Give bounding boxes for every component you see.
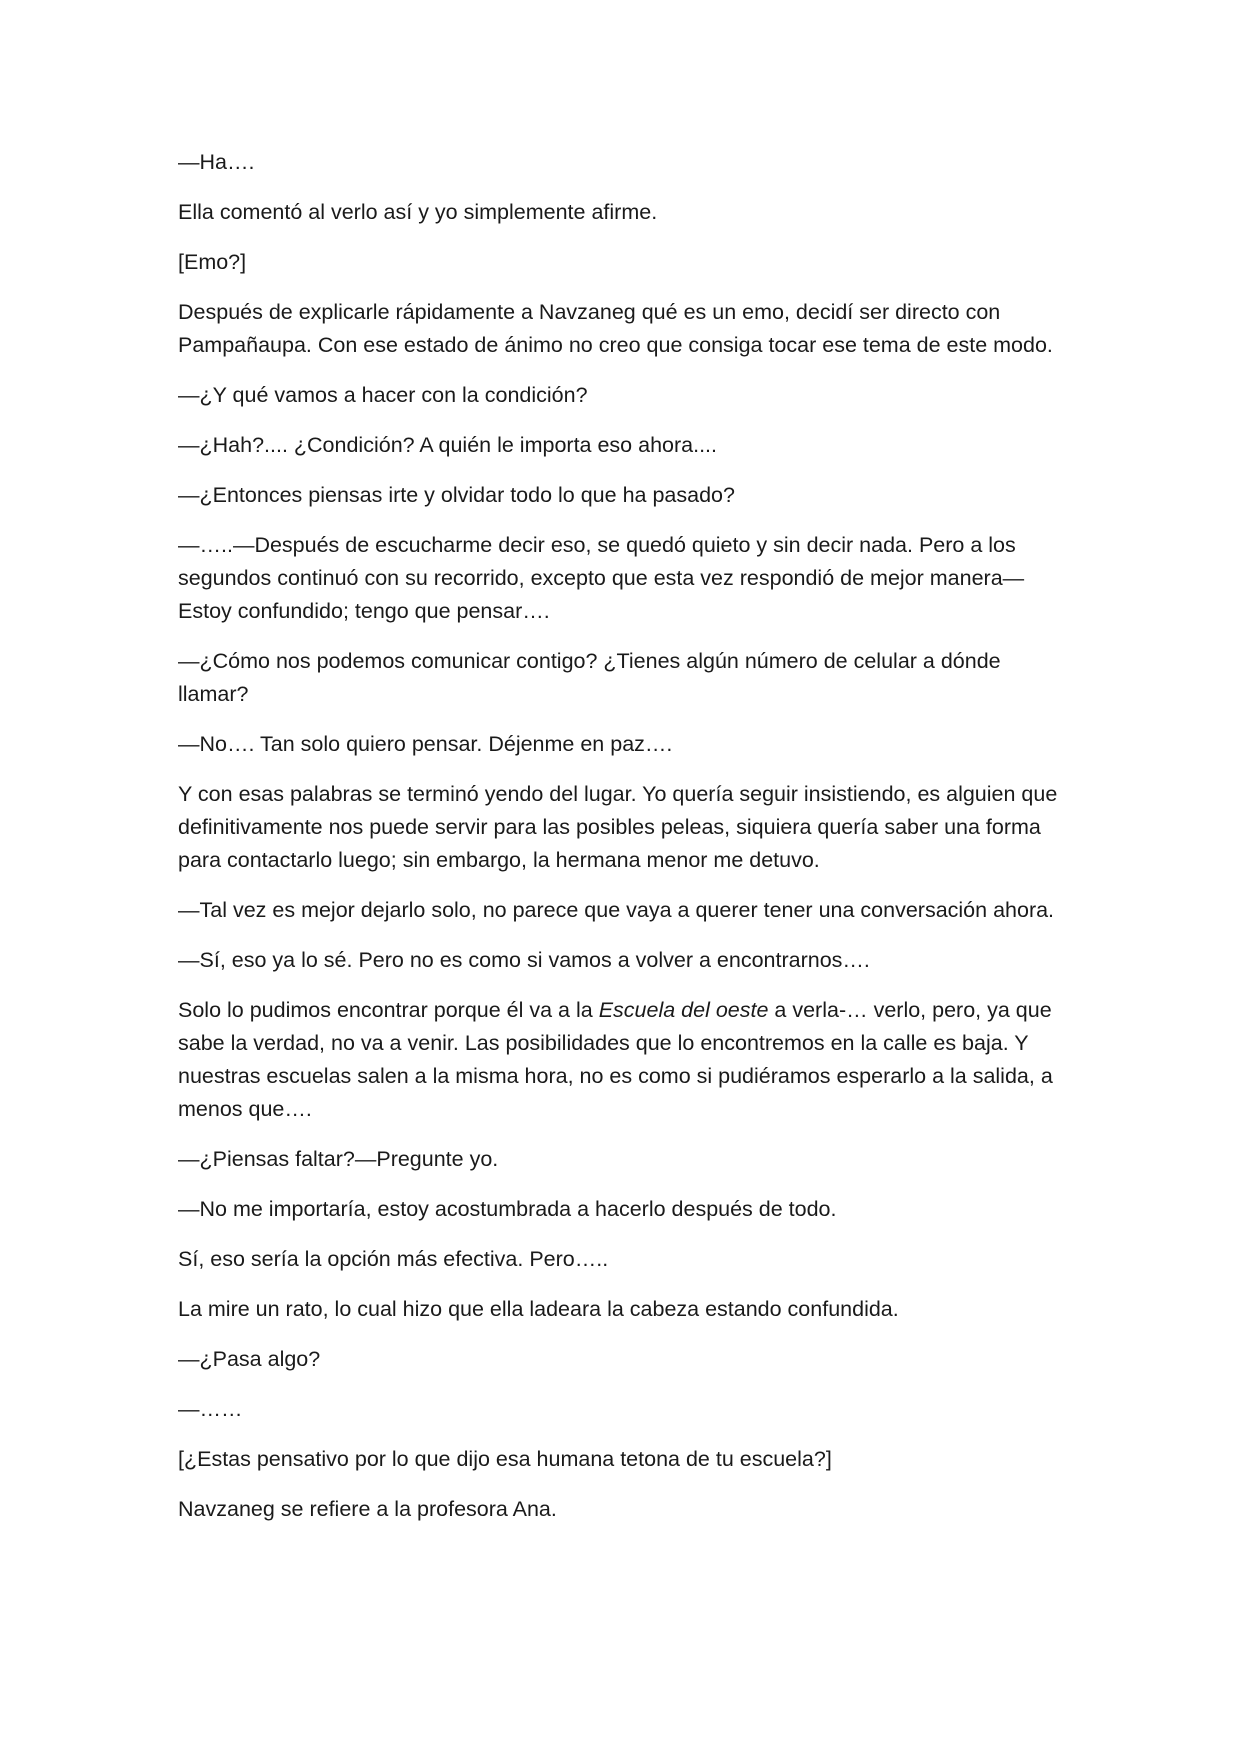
paragraph: Navzaneg se refiere a la profesora Ana. — [178, 1497, 557, 1521]
paragraph: —…… — [178, 1397, 243, 1421]
paragraph: —¿Y qué vamos a hacer con la condición? — [178, 383, 588, 407]
paragraph: —¿Pasa algo? — [178, 1347, 321, 1371]
paragraph: [¿Estas pensativo por lo que dijo esa humana tetona de tu escuela?] — [178, 1447, 832, 1471]
paragraph: —…..—Después de escucharme decir eso, se quedó quieto y sin decir nada. Pero a los segundos continuó con su recorrido, excepto que esta vez respondió de mejor manera—Estoy confundido; tengo que pensar…. — [178, 533, 1025, 623]
document-body — [178, 146, 1068, 1543]
paragraph: Ella comentó al verlo así y yo simplemente afirme. — [178, 200, 658, 224]
paragraph: —Tal vez es mejor dejarlo solo, no parece que vaya a querer tener una conversación ahora. — [178, 898, 1055, 922]
paragraph: —Sí, eso ya lo sé. Pero no es como si vamos a volver a encontrarnos…. — [178, 948, 870, 972]
paragraph-text: a verla-… verlo, pero, ya que sabe la verdad, no va a venir. Las posibilidades que lo encontremos en la calle es baja. Y nuestras escuelas salen a la misma hora, no es como si pudiéramos esperarlo a la salida, a menos que…. — [178, 998, 1053, 1121]
paragraph: Después de explicarle rápidamente a Navzaneg qué es un emo, decidí ser directo con Pampañaupa. Con ese estado de ánimo no creo que consiga tocar ese tema de este modo. — [178, 300, 1053, 357]
paragraph: [Emo?] — [178, 250, 247, 274]
paragraph: —¿Entonces piensas irte y olvidar todo lo que ha pasado? — [178, 483, 735, 507]
paragraph: —¿Piensas faltar?—Pregunte yo. — [178, 1147, 499, 1171]
paragraph: Y con esas palabras se terminó yendo del lugar. Yo quería seguir insistiendo, es alguien que definitivamente nos puede servir para las posibles peleas, siquiera quería saber una forma para contactarlo luego; sin embargo, la hermana menor me detuvo. — [178, 782, 1058, 872]
paragraph-with-italic — [178, 994, 1068, 1126]
italic-school-name: Escuela del oeste — [598, 998, 769, 1022]
paragraph: —¿Hah?.... ¿Condición? A quién le importa eso ahora.... — [178, 433, 717, 457]
paragraph: —Ha…. — [178, 150, 255, 174]
paragraph: —¿Cómo nos podemos comunicar contigo? ¿Tienes algún número de celular a dónde llamar? — [178, 649, 1001, 706]
paragraph-text: Solo lo pudimos encontrar porque él va a la — [178, 998, 599, 1022]
paragraph: Sí, eso sería la opción más efectiva. Pero….. — [178, 1247, 609, 1271]
paragraph: —No me importaría, estoy acostumbrada a hacerlo después de todo. — [178, 1197, 837, 1221]
paragraph: —No…. Tan solo quiero pensar. Déjenme en paz…. — [178, 732, 673, 756]
paragraph: La mire un rato, lo cual hizo que ella ladeara la cabeza estando confundida. — [178, 1297, 899, 1321]
